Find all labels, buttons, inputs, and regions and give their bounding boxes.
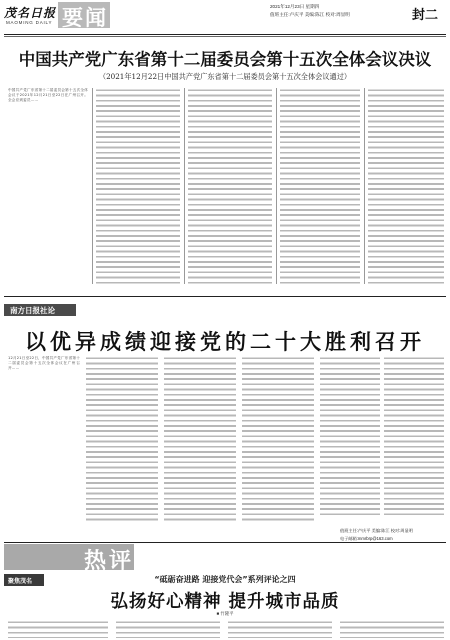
commentary-headline: 弘扬好心精神 提升城市品质 [110,592,340,612]
commentary-column-text-block [116,620,220,638]
section-divider [4,542,446,543]
editorial-column-text-block [384,356,444,516]
commentary-series: “砥砺奋进路 迎接党代会”系列评论之四 [154,575,296,584]
column-divider [92,88,93,284]
footer-credit: 值班主任:卢庆平 美编:陈江 校对:周显明 [340,528,413,533]
newspaper-logo: 茂名日报 [4,6,57,20]
masthead-rule [4,34,446,35]
resolution-column [8,88,88,284]
resolution-intro: 中国共产党广东省第十二届委员会第十五次全体会议于2021年12月21日至22日在广州召开。全会应到委员…… [8,88,88,103]
column-divider [184,88,185,284]
resolution-column-text-block [368,88,444,284]
editorial-column-text-block [320,356,380,516]
editor-credits: 值班主任:卢庆平 美编:陈江 校对:周显明 [270,12,350,17]
editorial-label: 南方日报社论 [10,306,55,315]
resolution-column-text-block [280,88,360,284]
footer-email: 电子邮箱:mmrbrp@163.com [340,536,393,541]
editorial-headline: 以优异成绩迎接党的二十大胜利召开 [25,329,425,354]
masthead-rule-thin [4,36,446,37]
commentary-column-text-block [228,620,332,638]
resolution-subhead: （2021年12月22日中国共产党广东省第十二届委员会第十五次全体会议通过） [98,72,352,81]
resolution-column-text-block [188,88,272,284]
editorial-intro: 12月21日至22日，中国共产党广东省第十二届委员会第十五次全体会议在广州召开…… [8,356,80,371]
column-divider [364,88,365,284]
commentary-byline: ■ 竹隆平 [216,611,234,616]
editorial-column [8,356,80,524]
commentary-column-text-block [340,620,444,638]
resolution-column-text-block [96,88,180,284]
commentary-section-title: 热评 [84,549,135,574]
section-divider [4,296,446,297]
section-title: 要闻 [62,6,108,30]
commentary-column-text-block [8,620,108,638]
column-divider [276,88,277,284]
editorial-column-text-block [164,356,236,524]
issue-date: 2021年12月23日 星期四 [270,4,320,9]
editorial-column-text-block [86,356,158,524]
resolution-headline: 中国共产党广东省第十二届委员会第十五次全体会议决议 [18,50,432,69]
commentary-badge-label: 聚焦茂名 [8,578,33,585]
editorial-column-text-block [242,356,314,524]
page-label: 封二 [412,8,439,23]
newspaper-logo-english: MAOMING DAILY [6,20,53,25]
